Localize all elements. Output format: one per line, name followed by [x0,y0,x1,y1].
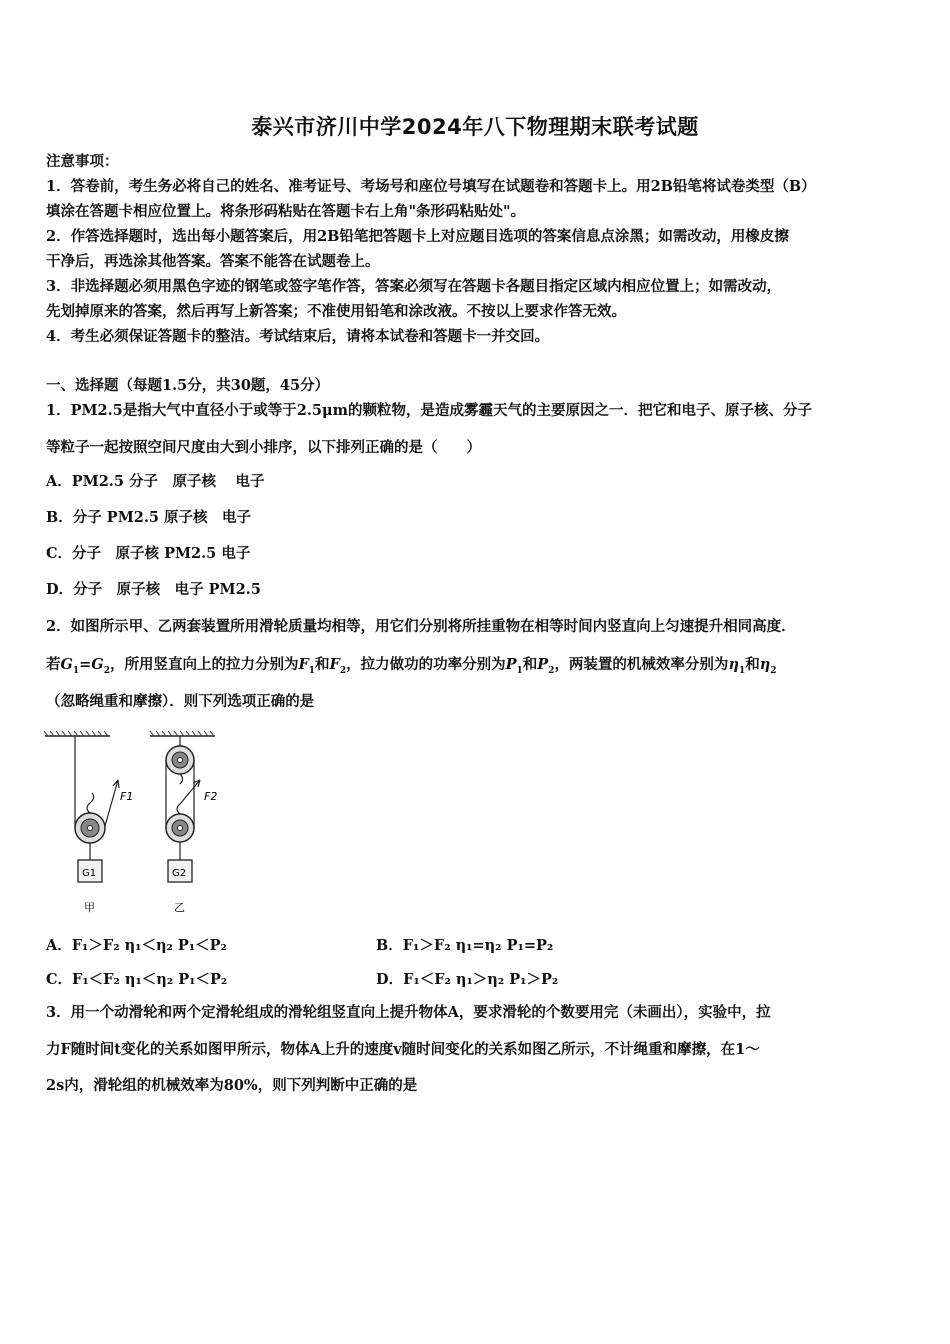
movable-pulley-left [75,736,119,882]
q2-option-c: C．F₁＜F₂ η₁＜η₂ P₁＜P₂ [46,971,228,988]
pulley-set-right [166,736,200,882]
caption-right: 乙 [174,901,185,914]
q3-stem: 力F随时间t变化的关系如图甲所示，物体A上升的速度v随时间变化的关系如图乙所示，不计绳重和摩擦，在1～ [46,1041,760,1058]
ceiling-right [150,731,215,736]
exam-title: 泰兴市济川中学2024年八下物理期末联考试题 [251,115,699,139]
pulley-figure [40,728,240,918]
q1-option-b: B．分子 PM2.5 原子核 电子 [46,509,252,526]
q3-stem: 2s内，滑轮组的机械效率为80%，则下列判断中正确的是 [46,1077,418,1094]
q1-option-d: D．分子 原子核 电子 PM2.5 [46,581,261,598]
q2-stem: （忽略绳重和摩擦）．则下列选项正确的是 [46,693,315,710]
q2-option-d: D．F₁＜F₂ η₁＞η₂ P₁＞P₂ [376,971,559,988]
q1-stem: 等粒子一起按照空间尺度由大到小排序，以下排列正确的是（ ） [46,439,481,456]
q2-stem: 2．如图所示甲、乙两套装置所用滑轮质量均相等，用它们分别将所挂重物在相等时间内竖直向上匀速提升相同高度． [46,618,796,635]
section-heading: 一、选择题（每题1.5分，共30题，45分） [46,377,330,394]
q1-option-c: C．分子 原子核 PM2.5 电子 [46,545,251,562]
caption-left: 甲 [84,901,95,914]
q2-stem-formula: 若$G_1=G_2$，所用竖直向上的拉力分别为$F_1$和$F_2$，拉力做功的功率分别为$P_1$和$P_2$，两装置的机械效率分别为$\eta_1$和$\eta_2$ [46,656,777,676]
q2-option-b: B．F₁＞F₂ η₁=η₂ P₁=P₂ [376,937,554,954]
q2-option-a: A．F₁＞F₂ η₁＜η₂ P₁＜P₂ [46,937,227,954]
notice-line: 先划掉原来的答案，然后再写上新答案；不准使用铅笔和涂改液。不按以上要求作答无效。 [46,303,626,320]
ceiling-left [44,731,110,736]
notice-line: 1．答卷前，考生务必将自己的姓名、准考证号、考场号和座位号填写在试题卷和答题卡上。用2B铅笔将试卷类型（B） [46,178,816,195]
g1-label: G1 [82,868,97,879]
notice-heading: 注意事项： [46,153,119,170]
q1-stem: 1．PM2.5是指大气中直径小于或等于2.5μm的颗粒物，是造成雾霾天气的主要原因之一．把它和电子、原子核、分子 [46,402,812,419]
notice-line: 4．考生必须保证答题卡的整洁。考试结束后，请将本试卷和答题卡一并交回。 [46,328,550,345]
notice-line: 干净后，再选涂其他答案。答案不能答在试题卷上。 [46,253,380,270]
notice-line: 2．作答选择题时，选出每小题答案后，用2B铅笔把答题卡上对应题目选项的答案信息点涂黑；如需改动，用橡皮擦 [46,228,789,245]
f2-label: F2 [204,790,218,803]
notice-line: 3．非选择题必须用黑色字迹的钢笔或签字笔作答，答案必须写在答题卡各题目指定区域内相应位置上；如需改动， [46,278,782,295]
q3-stem: 3．用一个动滑轮和两个定滑轮组成的滑轮组竖直向上提升物体A，要求滑轮的个数要用完（未画出），实验中，拉 [46,1004,771,1021]
g2-label: G2 [172,868,187,879]
q1-option-a: A．PM2.5 分子 原子核 电子 [46,473,265,490]
notice-line: 填涂在答题卡相应位置上。将条形码粘贴在答题卡右上角"条形码粘贴处"。 [46,203,526,220]
f1-label: F1 [120,790,134,803]
